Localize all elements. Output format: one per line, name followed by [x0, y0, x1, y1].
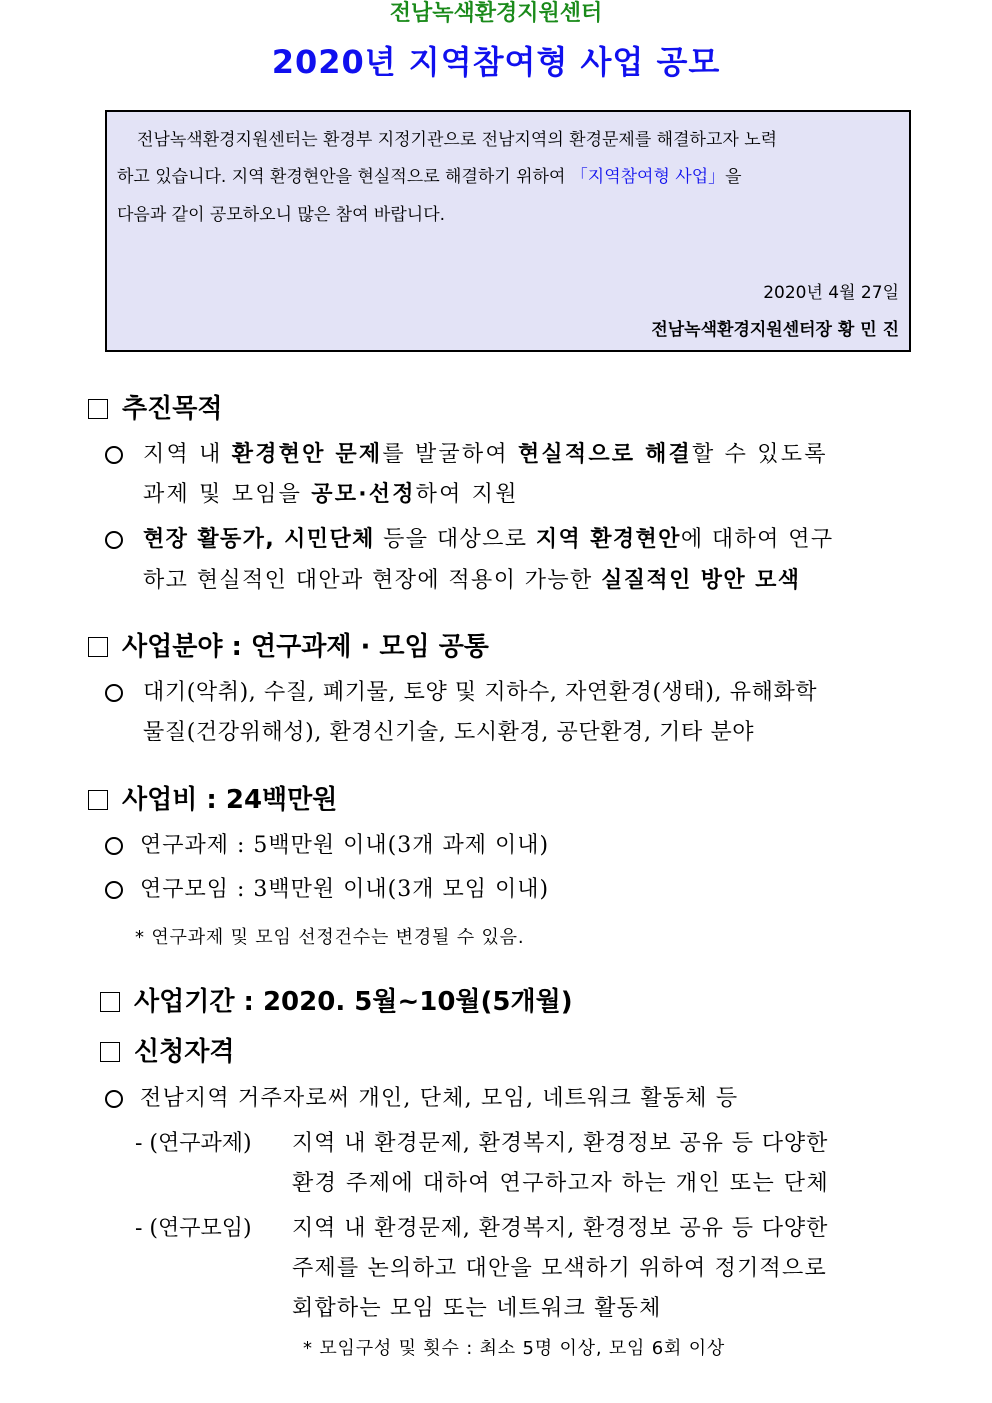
notice-line-1: 전남녹색환경지원센터는 환경부 지정기관으로 전남지역의 환경문제를 해결하고자 노력	[137, 130, 778, 150]
eligibility-sub-research-line-1: 지역 내 환경문제, 환경복지, 환경정보 공유 등 다양한	[292, 1131, 829, 1156]
eligibility-sub-research-label: - (연구과제)	[135, 1131, 252, 1156]
circle-bullet-icon	[105, 446, 123, 464]
purpose-text: 과제 및 모임을	[143, 482, 312, 507]
org-name: 전남녹색환경지원센터	[389, 1, 603, 26]
purpose-emphasis: 지역 환경현안	[535, 527, 681, 552]
circle-bullet-icon	[105, 531, 123, 549]
section-field-title: 사업분야 : 연구과제 · 모임 공통	[122, 632, 489, 662]
purpose-emphasis: 공모·선정	[311, 482, 416, 507]
purpose-text: 하여 지원	[415, 482, 519, 507]
section-period-title: 사업기간 : 2020. 5월~10월(5개월)	[134, 987, 573, 1017]
purpose-emphasis: 환경현안 문제	[231, 442, 383, 467]
eligibility-sub-group-line-1: 지역 내 환경문제, 환경복지, 환경정보 공유 등 다양한	[292, 1216, 829, 1241]
purpose-item-2-line-2	[143, 566, 800, 596]
purpose-emphasis: 실질적인 방안 모색	[601, 568, 801, 593]
notice-date: 2020년 4월 27일	[763, 283, 899, 303]
eligibility-note: * 모임구성 및 횟수 : 최소 5명 이상, 모임 6회 이상	[303, 1338, 726, 1359]
notice-line-2	[117, 166, 899, 188]
checkbox-square-icon	[100, 992, 120, 1012]
purpose-emphasis: 현실적으로 해결	[517, 442, 693, 467]
budget-item-research: 연구과제 : 5백만원 이내(3개 과제 이내)	[140, 833, 550, 858]
section-budget-title: 사업비 : 24백만원	[122, 785, 338, 815]
circle-bullet-icon	[105, 837, 123, 855]
section-budget-heading	[88, 783, 337, 817]
circle-bullet-icon	[105, 684, 123, 702]
checkbox-square-icon	[88, 637, 108, 657]
purpose-text: 를 발굴하여	[382, 442, 518, 467]
notice-signature: 전남녹색환경지원센터장 황 민 진	[651, 320, 899, 340]
purpose-text: 지역 내	[143, 442, 232, 467]
program-name-highlight: 「지역참여형 사업」	[570, 167, 726, 187]
page-title: 2020년 지역참여형 사업 공모	[271, 43, 721, 81]
circle-bullet-icon	[105, 881, 123, 899]
notice-line-2-tail: 을	[725, 167, 742, 187]
eligibility-sub-research-line-2: 환경 주제에 대하여 연구하고자 하는 개인 또는 단체	[292, 1171, 830, 1196]
budget-item-group: 연구모임 : 3백만원 이내(3개 모임 이내)	[140, 877, 550, 902]
section-period-heading	[100, 985, 573, 1019]
section-field-heading	[88, 630, 489, 664]
purpose-item-2-line-1	[143, 525, 834, 555]
purpose-item-1-line-1	[143, 440, 908, 470]
eligibility-sub-group-line-3: 회합하는 모임 또는 네트워크 활동체	[292, 1296, 662, 1321]
eligibility-item: 전남지역 거주자로써 개인, 단체, 모임, 네트워크 활동체 등	[140, 1086, 739, 1111]
section-purpose-title: 추진목적	[122, 394, 223, 424]
circle-bullet-icon	[105, 1090, 123, 1108]
checkbox-square-icon	[88, 399, 108, 419]
section-eligibility-title: 신청자격	[134, 1037, 235, 1067]
notice-line-3: 다음과 같이 공모하오니 많은 참여 바랍니다.	[117, 205, 446, 225]
section-purpose-heading	[88, 392, 222, 426]
notice-box	[105, 110, 911, 352]
eligibility-sub-group-line-2: 주제를 논의하고 대안을 모색하기 위하여 정기적으로	[292, 1256, 827, 1281]
purpose-emphasis: 현장 활동가, 시민단체	[143, 527, 375, 552]
checkbox-square-icon	[100, 1042, 120, 1062]
budget-note: * 연구과제 및 모임 선정건수는 변경될 수 있음.	[135, 927, 525, 948]
field-item-line-1: 대기(악취), 수질, 폐기물, 토양 및 지하수, 자연환경(생태), 유해화학	[143, 680, 818, 705]
section-eligibility-heading	[100, 1035, 234, 1069]
purpose-text: 등을 대상으로	[374, 527, 536, 552]
notice-line-2-text: 하고 있습니다. 지역 환경현안을 현실적으로 해결하기 위하여	[117, 167, 571, 187]
purpose-text: 할 수 있도록	[692, 442, 828, 467]
purpose-text: 하고 현실적인 대안과 현장에 적용이 가능한	[143, 568, 602, 593]
purpose-text: 에 대하여 연구	[680, 527, 834, 552]
purpose-item-1-line-2	[143, 480, 519, 510]
checkbox-square-icon	[88, 790, 108, 810]
eligibility-sub-group-label: - (연구모임)	[135, 1216, 252, 1241]
field-item-line-2: 물질(건강위해성), 환경신기술, 도시환경, 공단환경, 기타 분야	[143, 720, 755, 745]
